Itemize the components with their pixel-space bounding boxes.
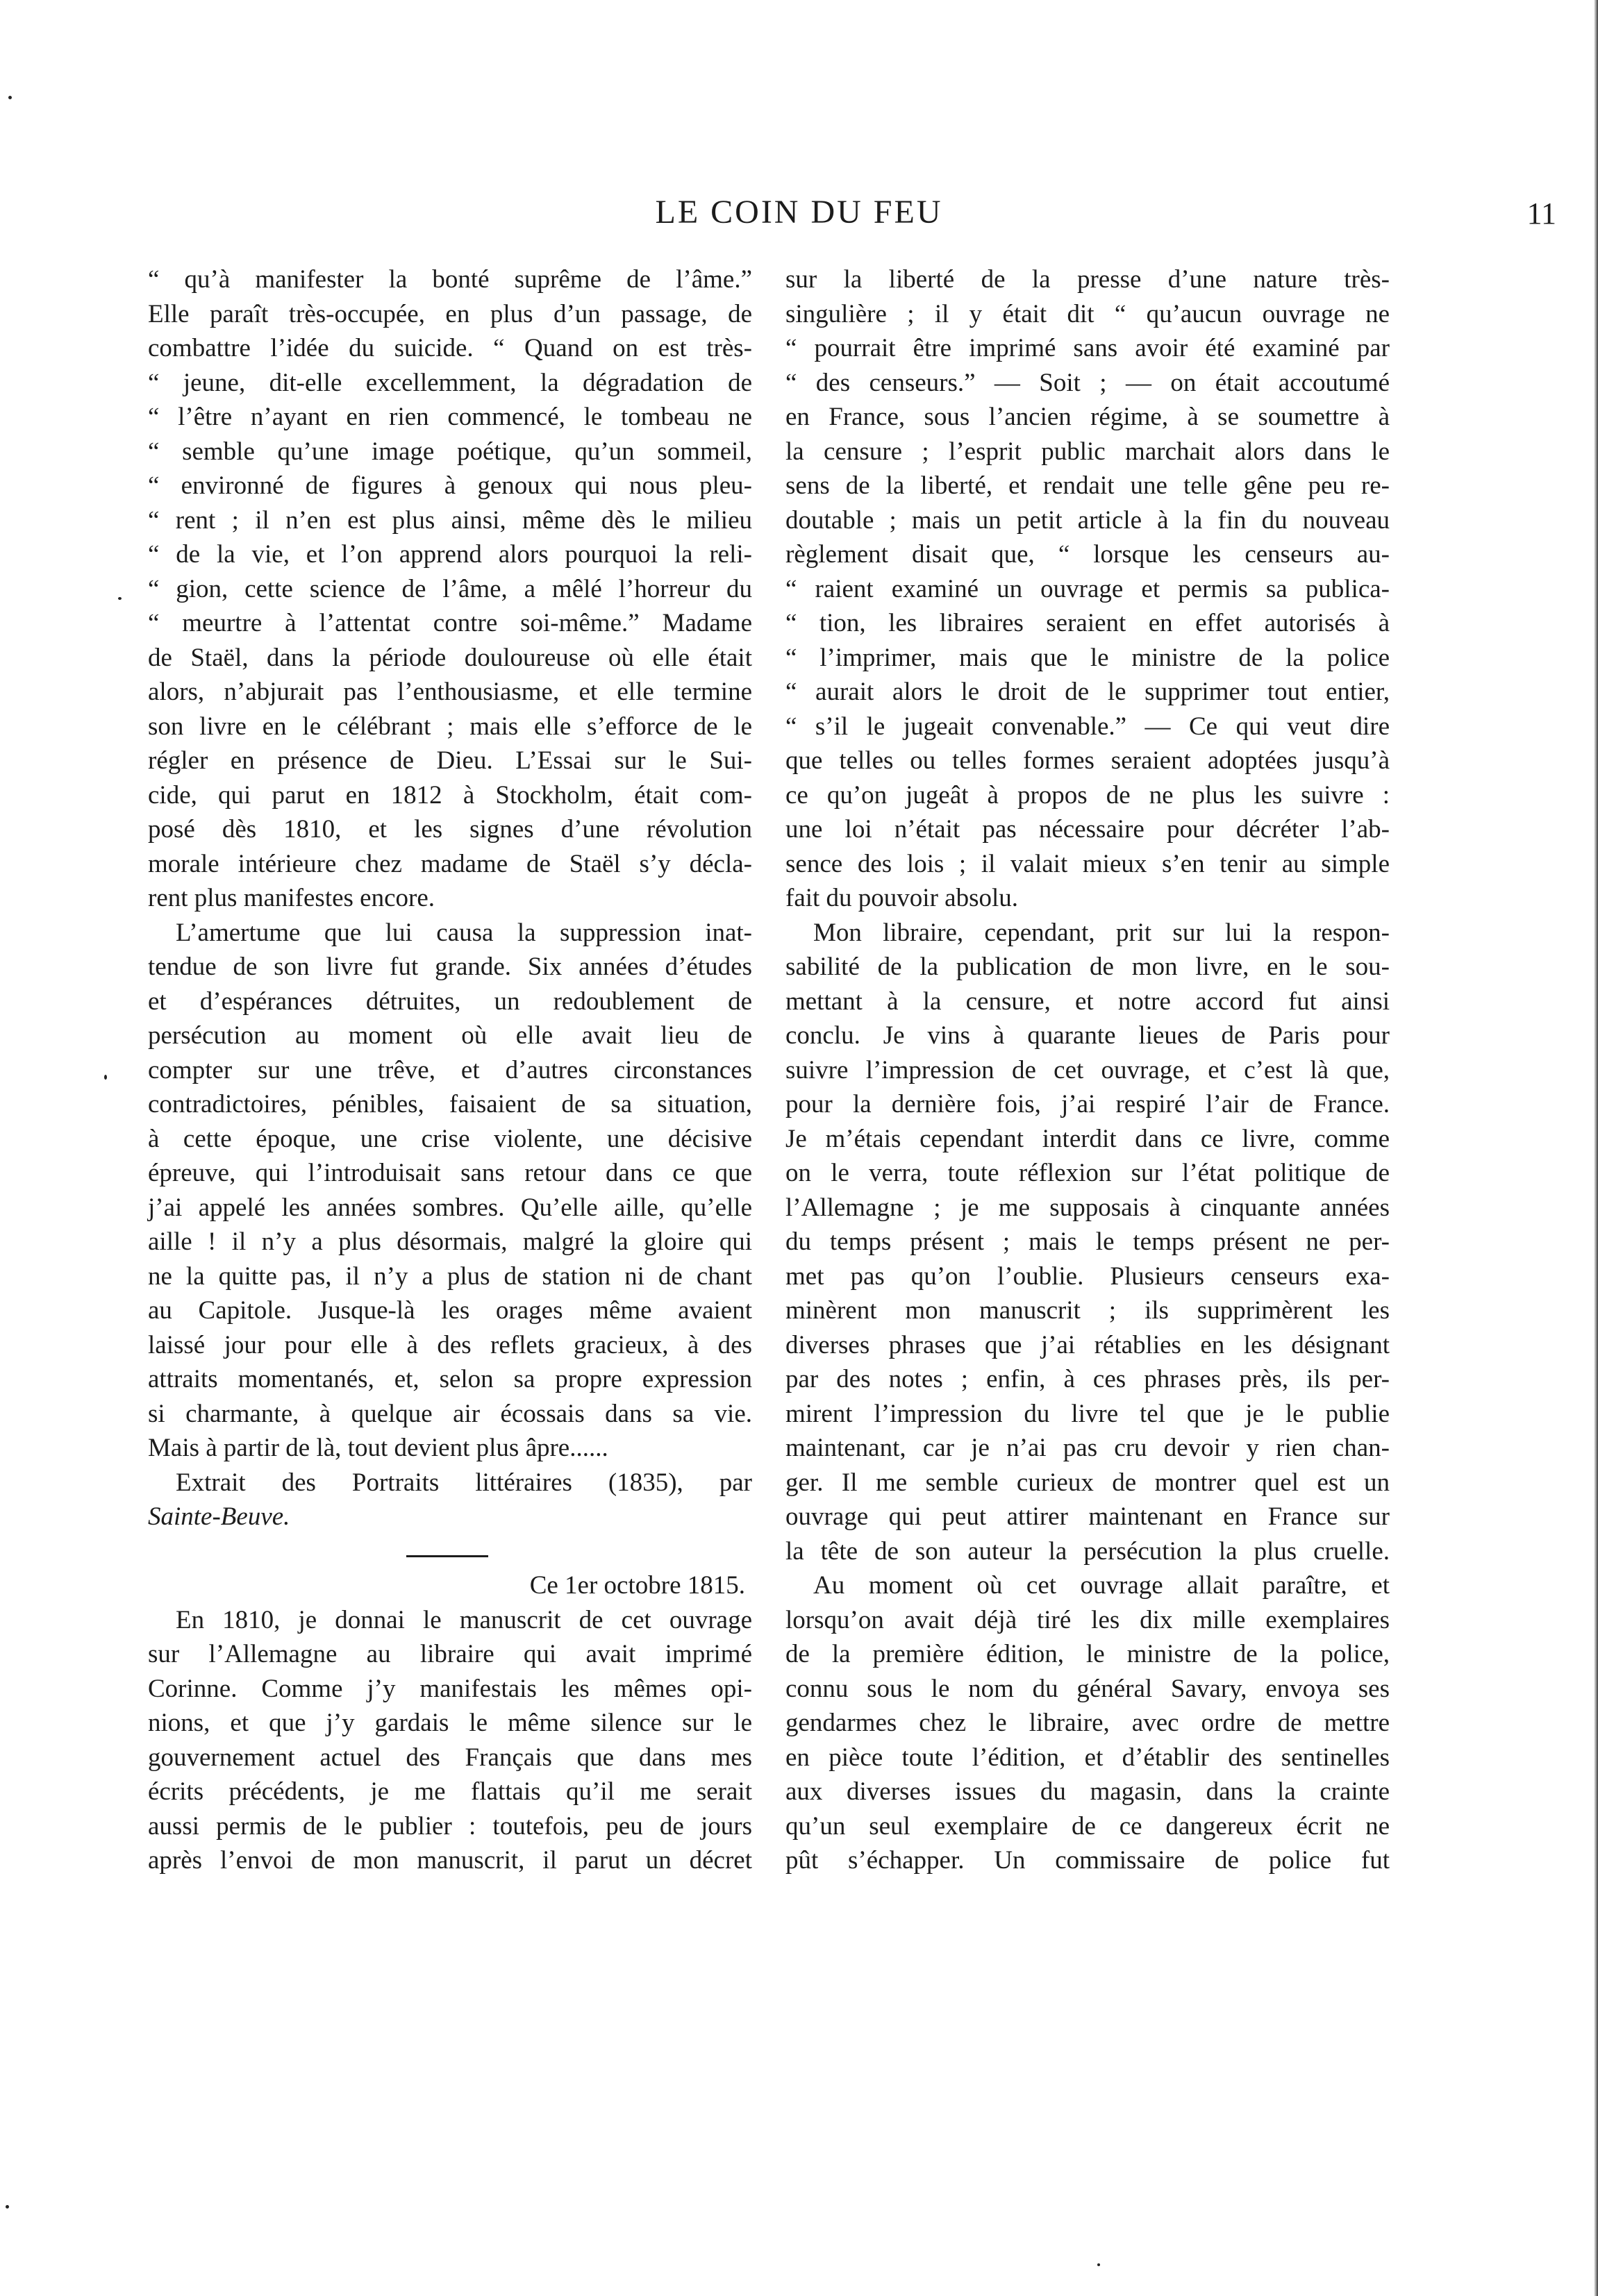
text-line: “ aurait alors le droit de le supprimer tout entier,	[785, 678, 1390, 706]
text-line: minèrent mon manuscrit ; ils supprimèrent les	[785, 1296, 1390, 1325]
text-line: ger. Il me semble curieux de montrer quel est un	[785, 1468, 1390, 1497]
text-line: après l’envoi de mon manuscrit, il parut un décret	[148, 1846, 752, 1875]
text-line: met pas qu’on l’oublie. Plusieurs censeurs exa-	[785, 1262, 1390, 1291]
print-speck	[104, 1075, 107, 1080]
text-line: “ environné de figures à genoux qui nous pleu-	[148, 471, 752, 500]
text-line: mirent l’impression du livre tel que je le publie	[785, 1399, 1390, 1428]
text-line: alors, n’abjurait pas l’enthousiasme, et elle termine	[148, 678, 752, 706]
text-line: “ semble qu’une image poétique, qu’un sommeil,	[148, 437, 752, 466]
running-head	[0, 189, 1598, 237]
text-line: “ l’imprimer, mais que le ministre de la police	[785, 643, 1390, 672]
page-edge-shadow	[1594, 0, 1598, 2296]
text-line: ce qu’on jugeât à propos de ne plus les suivre :	[785, 780, 1390, 810]
text-line: sur la liberté de la presse d’une nature très-	[785, 265, 1390, 294]
print-speck	[8, 96, 12, 99]
text-line: l’Allemagne ; je me supposais à cinquante années	[785, 1193, 1390, 1222]
text-line: sence des lois ; il valait mieux s’en tenir au simple	[785, 849, 1390, 878]
text-line: mettant à la censure, et notre accord fut ainsi	[785, 987, 1390, 1016]
text-line: sur l’Allemagne au libraire qui avait imprimé	[148, 1640, 752, 1668]
text-line: “ meurtre à l’attentat contre soi-même.” Madame	[148, 609, 752, 637]
text-line: En 1810, je donnai le manuscrit de cet ouvrage	[176, 1605, 752, 1634]
text-line: Au moment où cet ouvrage allait paraître, et	[813, 1571, 1390, 1600]
text-line: si charmante, à quelque air écossais dans sa vie.	[148, 1399, 752, 1428]
text-line: par des notes ; enfin, à ces phrases près, ils per-	[785, 1365, 1390, 1393]
text-line: compter sur une trêve, et d’autres circonstances	[148, 1055, 752, 1084]
text-line: cide, qui parut en 1812 à Stockholm, était com-	[148, 780, 752, 810]
text-line: épreuve, qui l’introduisait sans retour dans ce que	[148, 1159, 752, 1187]
text-line: j’ai appelé les années sombres. Qu’elle aille, qu’elle	[148, 1193, 752, 1222]
dateline: Ce 1er octobre 1815.	[529, 1571, 745, 1600]
text-line: suivre l’impression de cet ouvrage, et c’est là que,	[785, 1055, 1390, 1084]
text-line: la censure ; l’esprit public marchait alors dans le	[785, 437, 1390, 466]
text-line: “ gion, cette science de l’âme, a mêlé l’horreur du	[148, 574, 752, 603]
text-line: nions, et que j’y gardais le même silence sur le	[148, 1709, 752, 1737]
section-divider	[148, 1534, 752, 1569]
text-line: singulière ; il y était dit “ qu’aucun ouvrage ne	[785, 299, 1390, 328]
left-column	[148, 262, 752, 1878]
text-line: sens de la liberté, et rendait une telle gêne peu re-	[785, 471, 1390, 500]
text-line: rent plus manifestes encore.	[148, 884, 435, 912]
text-line: “ pourrait être imprimé sans avoir été examiné par	[785, 334, 1390, 362]
text-line: “ s’il le jugeait convenable.” — Ce qui veut dire	[785, 712, 1390, 741]
text-line: “ jeune, dit-elle excellemment, la dégradation de	[148, 368, 752, 397]
print-speck	[6, 2205, 9, 2209]
text-line: combattre l’idée du suicide. “ Quand on est très-	[148, 334, 752, 362]
text-line: Mais à partir de là, tout devient plus âpre......	[148, 1434, 608, 1462]
text-line: de la première édition, le ministre de la police,	[785, 1640, 1390, 1668]
text-line: régler en présence de Dieu. L’Essai sur le Sui-	[148, 746, 752, 775]
text-line: L’amertume que lui causa la suppression inat-	[176, 918, 752, 947]
text-line: doutable ; mais un petit article à la fin du nouveau	[785, 505, 1390, 535]
text-line: maintenant, car je n’ai pas cru devoir y rien chan-	[785, 1434, 1390, 1462]
text-line: ouvrage qui peut attirer maintenant en France sur	[785, 1502, 1390, 1531]
text-line: “ raient examiné un ouvrage et permis sa publica-	[785, 574, 1390, 603]
text-line: aux diverses issues du magasin, dans la crainte	[785, 1777, 1390, 1806]
text-line: Je m’étais cependant interdit dans ce livre, comme	[785, 1124, 1390, 1153]
text-line: de Staël, dans la période douloureuse où elle était	[148, 643, 752, 672]
page-number: 11	[1526, 196, 1556, 231]
text-line: “ qu’à manifester la bonté suprême de l’âme.”	[148, 265, 752, 294]
text-line: persécution au moment où elle avait lieu de	[148, 1021, 752, 1050]
text-line: gendarmes chez le libraire, avec ordre de mettre	[785, 1709, 1390, 1737]
text-line: pût s’échapper. Un commissaire de police fut	[785, 1846, 1390, 1875]
text-line: qu’un seul exemplaire de ce dangereux écrit ne	[785, 1811, 1390, 1841]
text-line: et d’espérances détruites, un redoublement de	[148, 987, 752, 1016]
text-line: aille ! il n’y a plus désormais, malgré la gloire qui	[148, 1227, 752, 1256]
text-line: lorsqu’on avait déjà tiré les dix mille exemplaires	[785, 1605, 1390, 1634]
text-line: son livre en le célébrant ; mais elle s’efforce de le	[148, 712, 752, 741]
text-line: Corinne. Comme j’y manifestais les mêmes opi-	[148, 1674, 752, 1703]
text-line: ne la quitte pas, il n’y a plus de station ni de chant	[148, 1262, 752, 1291]
text-line: tendue de son livre fut grande. Six années d’études	[148, 953, 752, 981]
text-line: aussi permis de le publier : toutefois, peu de jours	[148, 1811, 752, 1841]
text-line: une loi n’était pas nécessaire pour décréter l’ab-	[785, 815, 1390, 844]
text-line: on le verra, toute réflexion sur l’état politique de	[785, 1159, 1390, 1187]
text-line: Extrait des Portraits littéraires (1835), par	[176, 1468, 752, 1497]
text-line: morale intérieure chez madame de Staël s’y décla-	[148, 849, 752, 878]
text-line: connu sous le nom du général Savary, envoya ses	[785, 1674, 1390, 1703]
text-line: fait du pouvoir absolu.	[785, 884, 1019, 912]
text-line: “ des censeurs.” — Soit ; — on était accoutumé	[785, 368, 1390, 397]
text-line: “ rent ; il n’en est plus ainsi, même dès le milieu	[148, 505, 752, 535]
text-line: à cette époque, une crise violente, une décisive	[148, 1124, 752, 1153]
text-line: contradictoires, pénibles, faisaient de sa situation,	[148, 1090, 752, 1118]
text-line: Mon libraire, cependant, prit sur lui la respon-	[813, 918, 1390, 947]
text-line: “ tion, les libraires seraient en effet autorisés à	[785, 609, 1390, 637]
text-line: posé dès 1810, et les signes d’une révolution	[148, 815, 752, 844]
text-line: que telles ou telles formes seraient adoptées jusqu’à	[785, 746, 1390, 775]
text-line: Sainte-Beuve.	[148, 1502, 290, 1531]
text-line: en France, sous l’ancien régime, à se soumettre à	[785, 403, 1390, 431]
text-line: conclu. Je vins à quarante lieues de Paris pour	[785, 1021, 1390, 1050]
text-line: “ l’être n’ayant en rien commencé, le tombeau ne	[148, 403, 752, 431]
text-line: laissé jour pour elle à des reflets gracieux, à des	[148, 1330, 752, 1359]
page-title: LE COIN DU FEU	[655, 194, 943, 231]
right-column	[785, 262, 1390, 1878]
text-line: “ de la vie, et l’on apprend alors pourquoi la reli-	[148, 540, 752, 569]
print-speck	[118, 597, 122, 600]
text-line: en pièce toute l’édition, et d’établir des sentinelles	[785, 1743, 1390, 1772]
text-line: la tête de son auteur la persécution la plus cruelle.	[785, 1536, 1390, 1566]
text-line: pour la dernière fois, j’ai respiré l’air de France.	[785, 1090, 1390, 1118]
text-line: diverses phrases que j’ai rétablies en les désignant	[785, 1330, 1390, 1359]
text-line: attraits momentanés, et, selon sa propre expression	[148, 1365, 752, 1393]
text-line: écrits précédents, je me flattais qu’il me serait	[148, 1777, 752, 1806]
text-line: règlement disait que, “ lorsque les censeurs au-	[785, 540, 1390, 569]
text-line: sabilité de la publication de mon livre, en le sou-	[785, 953, 1390, 981]
divider-rule	[406, 1555, 488, 1557]
text-line: au Capitole. Jusque-là les orages même avaient	[148, 1296, 752, 1325]
print-speck	[1097, 2263, 1100, 2266]
text-line: Elle paraît très-occupée, en plus d’un passage, de	[148, 299, 752, 328]
text-line: du temps présent ; mais le temps présent ne per-	[785, 1227, 1390, 1256]
text-line: gouvernement actuel des Français que dans mes	[148, 1743, 752, 1772]
